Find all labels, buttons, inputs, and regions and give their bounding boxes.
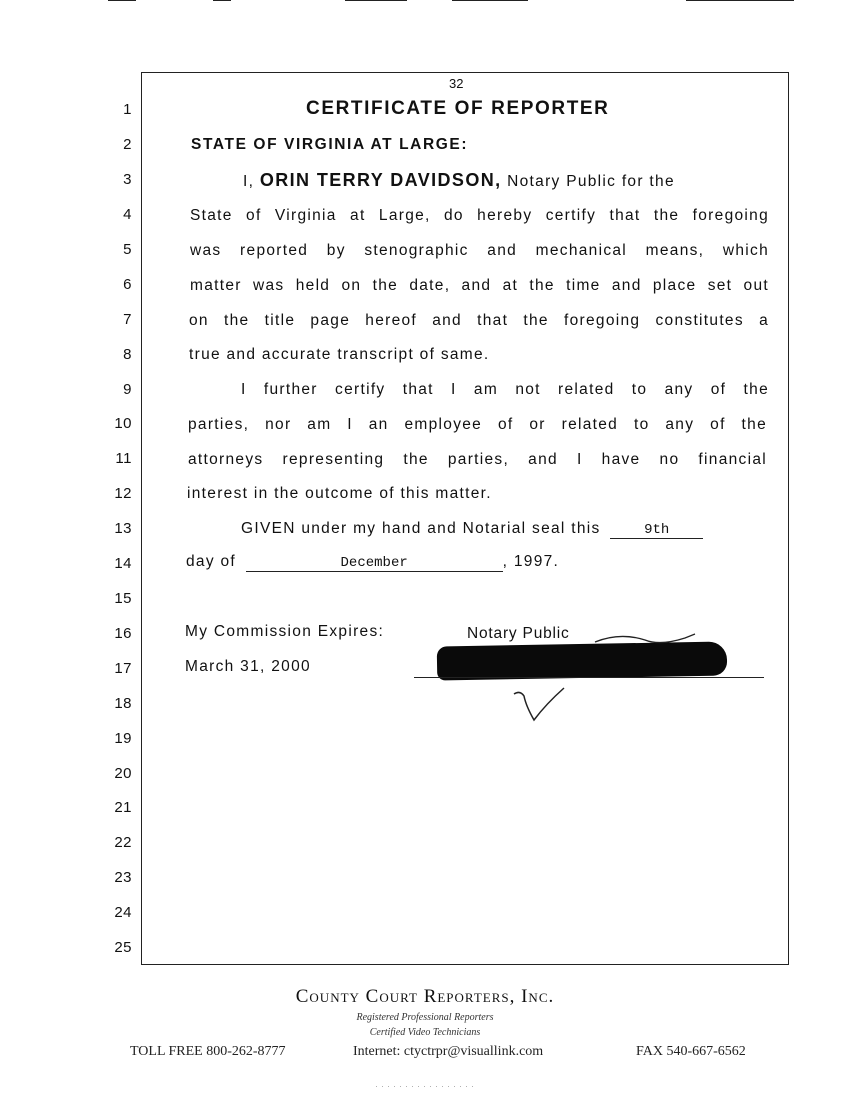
signature-flourish [590, 630, 710, 652]
commission-date: March 31, 2000 [185, 658, 311, 675]
year-text: , 1997. [502, 553, 560, 570]
line-number: 4 [123, 206, 132, 223]
given-line [241, 520, 703, 539]
top-edge-mark [452, 0, 528, 1]
reporter-name: ORIN TERRY DAVIDSON, [259, 170, 502, 190]
body-line: true and accurate transcript of same. [189, 346, 490, 363]
body-line: was reported by stenographic and mechanical means, which [190, 242, 769, 259]
body-line: State of Virginia at Large, do hereby certify that the foregoing [190, 207, 769, 224]
certifier-line [243, 170, 675, 191]
given-text: GIVEN under my hand and Notarial seal this [241, 520, 601, 537]
body-line: parties, nor am I an employee of or related to any of the [188, 416, 767, 433]
certificate-title: CERTIFICATE OF REPORTER [306, 98, 610, 119]
faint-footer-text: . . . . . . . . . . . . . . . . . [375, 1080, 475, 1089]
line-number: 12 [114, 485, 132, 502]
line-number: 21 [114, 799, 132, 816]
line-number: 2 [123, 136, 132, 153]
top-edge-mark [213, 0, 231, 1]
line-number: 14 [114, 555, 132, 572]
top-edge-mark [686, 0, 794, 1]
line-number: 19 [114, 730, 132, 747]
line-number: 17 [114, 660, 132, 677]
line-number: 15 [114, 590, 132, 607]
company-tagline: Certified Video Technicians [369, 1027, 481, 1038]
line-number: 8 [123, 346, 132, 363]
line-number: 20 [114, 765, 132, 782]
notary-public-label: Notary Public [467, 625, 570, 642]
line-number: 11 [115, 450, 132, 467]
fax-number: FAX 540-667-6562 [636, 1044, 746, 1059]
line-number: 6 [123, 276, 132, 293]
certifier-suffix: Notary Public for the [507, 173, 675, 190]
month-field: December [246, 556, 503, 572]
body-line: interest in the outcome of this matter. [187, 485, 492, 502]
signature-line [414, 677, 764, 678]
date-line [186, 553, 559, 572]
page-number: 32 [449, 76, 464, 91]
company-tagline: Registered Professional Reporters [356, 1012, 494, 1023]
body-line: matter was held on the date, and at the time and place set out [190, 277, 769, 294]
internet-address: Internet: ctyctrpr@visuallink.com [353, 1044, 544, 1059]
certifier-prefix: I, [243, 173, 255, 190]
line-number: 22 [114, 834, 132, 851]
line-number: 1 [123, 101, 132, 118]
commission-label: My Commission Expires: [185, 623, 385, 640]
body-line: I further certify that I am not related to any of the [241, 381, 769, 398]
line-number: 9 [123, 381, 132, 398]
line-number: 3 [123, 171, 132, 188]
jurisdiction-heading: STATE OF VIRGINIA AT LARGE: [191, 136, 469, 153]
top-edge-mark [108, 0, 136, 1]
body-line: on the title page hereof and that the foregoing constitutes a [189, 312, 769, 329]
transcript-page-frame [141, 72, 789, 965]
toll-free-number: TOLL FREE 800-262-8777 [130, 1044, 286, 1059]
top-edge-mark [345, 0, 407, 1]
line-number: 10 [114, 415, 132, 432]
line-number: 13 [114, 520, 132, 537]
body-line: attorneys representing the parties, and I have no financial [188, 451, 767, 468]
company-name: County Court Reporters, Inc. [295, 986, 555, 1007]
line-number: 25 [114, 939, 132, 956]
line-number: 18 [114, 695, 132, 712]
day-of-label: day of [186, 553, 237, 570]
line-number: 24 [114, 904, 132, 921]
line-number: 7 [123, 311, 132, 328]
line-number: 23 [114, 869, 132, 886]
day-field: 9th [610, 523, 703, 539]
line-number: 16 [114, 625, 132, 642]
line-number: 5 [123, 241, 132, 258]
check-mark-icon [510, 686, 570, 728]
